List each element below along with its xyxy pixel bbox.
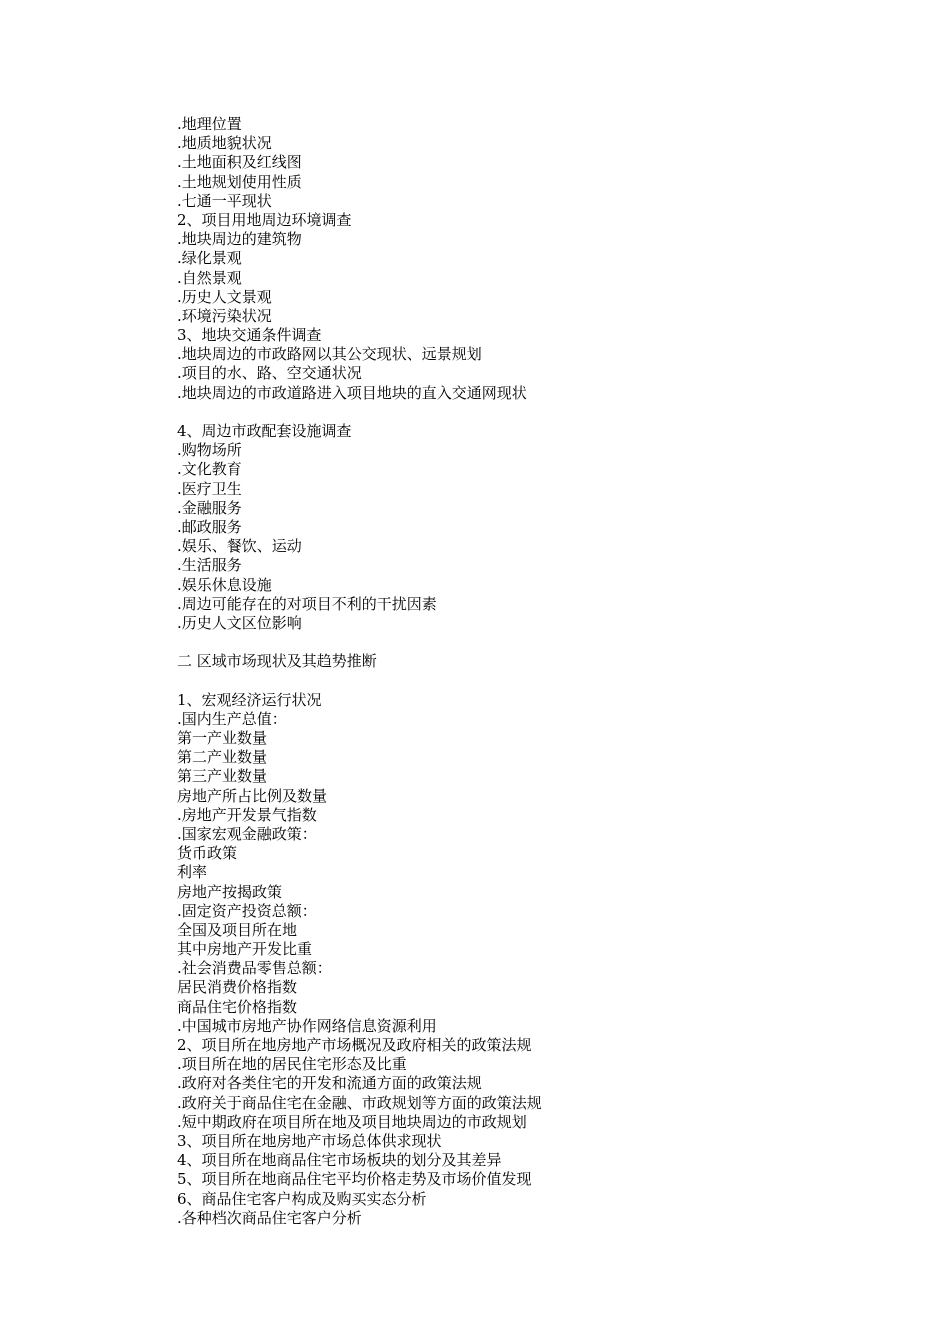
text-line: .环境污染状况 — [177, 306, 272, 325]
text-line: .短中期政府在项目所在地及项目地块周边的市政规划 — [177, 1112, 527, 1131]
text-line: .地块周边的建筑物 — [177, 230, 302, 249]
text-line: .国家宏观金融政策： — [177, 824, 317, 843]
text-line: .项目所在地的居民住宅形态及比重 — [177, 1055, 407, 1074]
text-line: .政府关于商品住宅在金融、市政规划等方面的政策法规 — [177, 1093, 542, 1112]
text-line: .政府对各类住宅的开发和流通方面的政策法规 — [177, 1074, 482, 1093]
text-line: 房地产所占比例及数量 — [177, 786, 328, 805]
text-line: .地块周边的市政道路进入项目地块的直入交通网现状 — [177, 383, 527, 402]
text-line: 2、项目所在地房地产市场概况及政府相关的政策法规 — [177, 1036, 532, 1054]
blank-line — [177, 633, 877, 652]
text-line: 房地产按揭政策 — [177, 882, 283, 901]
text-line: 其中房地产开发比重 — [177, 940, 313, 959]
text-line: .国内生产总值： — [177, 709, 287, 728]
text-line: 商品住宅价格指数 — [177, 997, 298, 1016]
text-line: .地块周边的市政路网以其公交现状、远景规划 — [177, 345, 482, 364]
text-line: .娱乐、餐饮、运动 — [177, 537, 302, 556]
text-line: 6、商品住宅客户构成及购买实态分析 — [177, 1189, 427, 1208]
text-line: .医疗卫生 — [177, 479, 242, 498]
text-line: .中国城市房地产协作网络信息资源利用 — [177, 1016, 437, 1035]
blank-line — [177, 403, 877, 422]
text-line: .金融服务 — [177, 498, 242, 517]
text-line: .自然景观 — [177, 268, 242, 287]
text-line: 2、项目用地周边环境调查 — [177, 210, 352, 229]
text-line: 1、宏观经济运行状况 — [177, 690, 322, 709]
text-line: .地理位置 — [177, 115, 242, 133]
text-line: .固定资产投资总额： — [177, 901, 317, 920]
text-line: .文化教育 — [177, 460, 242, 479]
text-line: .购物场所 — [177, 441, 242, 460]
text-line: .生活服务 — [177, 556, 242, 575]
text-line: .土地规划使用性质 — [177, 172, 302, 191]
text-line: .土地面积及红线图 — [177, 153, 302, 172]
text-line: .各种档次商品住宅客户分析 — [177, 1208, 362, 1227]
text-line: .社会消费品零售总额： — [177, 959, 332, 978]
text-line: 居民消费价格指数 — [177, 978, 298, 997]
text-line: .娱乐休息设施 — [177, 575, 272, 594]
text-line: .七通一平现状 — [177, 191, 272, 210]
text-line: 4、项目所在地商品住宅市场板块的划分及其差异 — [177, 1151, 502, 1170]
text-line: .邮政服务 — [177, 517, 242, 536]
text-line: 第一产业数量 — [177, 729, 268, 747]
text-line: 第三产业数量 — [177, 767, 268, 786]
text-line: .周边可能存在的对项目不利的干扰因素 — [177, 594, 437, 613]
text-line: 二 区域市场现状及其趋势推断 — [177, 652, 377, 671]
text-line: .历史人文景观 — [177, 287, 272, 306]
text-line: 3、项目所在地房地产市场总体供求现状 — [177, 1131, 442, 1150]
text-line: 3、地块交通条件调查 — [177, 326, 322, 345]
text-line: 4、周边市政配套设施调查 — [177, 422, 352, 440]
text-line: 第二产业数量 — [177, 748, 268, 767]
text-line: .房地产开发景气指数 — [177, 805, 317, 824]
text-line: .地质地貌状况 — [177, 134, 272, 153]
text-line: 货币政策 — [177, 844, 238, 863]
document-body — [177, 115, 877, 1228]
text-line: .历史人文区位影响 — [177, 613, 302, 632]
blank-line — [177, 671, 877, 690]
text-line: 利率 — [177, 863, 208, 882]
text-line: .绿化景观 — [177, 249, 242, 268]
text-line: 全国及项目所在地 — [177, 920, 298, 939]
text-line: 5、项目所在地商品住宅平均价格走势及市场价值发现 — [177, 1170, 532, 1189]
text-line: .项目的水、路、空交通状况 — [177, 364, 362, 383]
